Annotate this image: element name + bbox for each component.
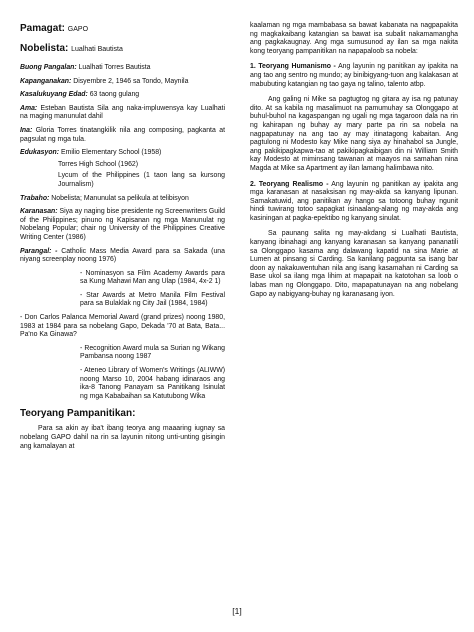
teorya-1-body: Ang layunin ng panitikan ay ipakita na ang tao ang sentro ng mundo; ay binibigyang-tuon ang kalakasan at mabubuting katangian ng tao gaya ng talino, talento atbp. [250, 63, 458, 88]
edukasyon-3: Lycum of the Philippines (1 taon lang sa kursong Journalism) [58, 172, 225, 188]
trabaho-label: Trabaho: [20, 194, 50, 202]
teorya-1 [250, 63, 458, 89]
parangal-1: Catholic Mass Media Award para sa Sakada (una niyang screenplay noong 1976) [20, 247, 225, 264]
kapanganakan-value: Disyembre 2, 1946 sa Tondo, Maynila [73, 77, 189, 85]
teorya-2 [250, 181, 458, 224]
ama-label: Ama: [20, 104, 38, 112]
trabaho-line [20, 195, 225, 204]
parangal-4: - Don Carlos Palanca Memorial Award (grand prizes) noong 1980, 1983 at 1984 para sa nobelang Gapo, Dekada '70 at Bata, Bata... Pa'no Ka Ginawa? [20, 314, 225, 339]
parangal-3: - Star Awards at Metro Manila Film Festival para sa Bulaklak ng City Jail (1984, 1984) [80, 291, 225, 308]
buong-pangalan-label: Buong Pangalan: [20, 64, 77, 71]
teorya-1-example-text: Ang galing ni Mike sa pagtugtog ng gitara ay isa ng patunay dito. At sa kabila ng masalimuot na pamumuhay sa Olonggapo at buhul-buhol na kagaspangan ng ugali ng mga tagaroon dala na rin ng kahirapan ng buhay ay mary parte pa rin sa nobela na nagpapatunay na ang tao ay may itinatagong kabaitan. Ang pagtulong ni Modesto kay Mike nang siya ay hinahabol sa Jungle, ang pakikipagkapwa-tao at pakikipagkaibigan din ni William Smith kay Modesto at miminsang tawanan at maayos na samahan nina Magda at Mike sa Apartment ay ilan lamang halimbawa nito. [250, 96, 458, 172]
trabaho-value: Nobelista; Manunulat sa pelikula at telibisyon [51, 194, 189, 202]
karanasan-label: Karanasan: [20, 208, 58, 216]
edad-label: Kasalukuyang Edad: [20, 91, 88, 99]
buong-pangalan-value: Lualhati Torres Bautista [78, 64, 151, 71]
teorya-2-heading: 2. Teoryang Realismo - [250, 180, 329, 188]
karanasan-line [20, 208, 225, 242]
parangal-2: - Nominasyon sa Film Academy Awards para sa Kung Mahawi Man ang Ulap (1984, 4x-2 1) [80, 269, 225, 286]
ina-label: Ina: [20, 126, 33, 134]
teoryang-heading: Teoryang Pampanitikan: [20, 408, 136, 420]
teorya-2-body: Ang layunin ng panitikan ay ipakita ang mga karanasan at nasaksisan ng may-akda sa kanyang lipunan. Samakatuwid, ang panitikan ay hango sa totoong buhay ngunit hindi tuwirang totoo sapagkat isinaalang-alang ng may-akda ang kasiningan at pagka-epektibo ng kanyang sinulat. [250, 180, 458, 222]
teoryang-intro [20, 425, 225, 451]
nobelista-value: Lualhati Bautista [71, 46, 123, 53]
pamagat-line [20, 22, 225, 36]
buong-pangalan-line [20, 64, 225, 73]
edukasyon-label: Edukasyon: [20, 149, 60, 157]
ina-value: Gloria Torres tinatangkilik nila ang composing, pagkanta at pagsulat ng mga tula. [20, 126, 225, 143]
pamagat-value: GAPO [67, 26, 89, 33]
page-number: [1] [232, 606, 242, 616]
right-paragraph-1: kaalaman ng mga mambabasa sa bawat kabanata na nagpapakita ng magkakaibang katangian sa bawat isa subalit nakamamangha ang pagkakaugnay. Ang mga sumusunod ay ilan sa mga nakita kong teoryang pampanitikan na napapaloob sa nobela: [250, 22, 458, 55]
nobelista-line [20, 42, 225, 56]
ama-line [20, 105, 225, 122]
parangal-5: - Recognition Award mula sa Surian ng Wikang Pambansa noong 1987 [80, 344, 225, 361]
karanasan-value: Siya ay naging bise presidente ng Screenwriters Guild of the Philippines; pinuno ng Kapisanan ng mga Manunulat ng Nobelang Popular; chair ng University of the Philippines Creative Writing Center (1986) [20, 208, 226, 241]
edukasyon-2: Torres High School (1962) [58, 160, 139, 168]
teorya-1-heading: 1. Teoryang Humanismo - [250, 63, 336, 71]
teorya-2-example-text: Sa paunang salita ng may-akdang si Lualhati Bautista, kanyang ibinahagi ang kanyang karanasan sa kanyang pananatili sa Olonggapo kasama ang dalawang kapatid na sina Marie at Lumen at pinsang si Carding. Sa kanilang pagpunta sa isang bar doon ay nakakuwentuhan nila ang isang kasamahan ni Carding sa Base ukol sa ilang mga lihim at mapapait na katotohan sa loob o labas man ng Olonggapo. Dito, mapapatunayan na ang nobelang Gapo ay nabigyang-buhay ng karanasang iyon. [250, 230, 458, 298]
teoryang-intro-text: Para sa akin ay iba't ibang teorya ang maaaring iugnay sa nobelang GAPO dahil na rin sa layunin nitong unti-unting gisingin ang kamalayan at [20, 425, 225, 450]
left-column [20, 22, 225, 456]
ina-line [20, 127, 225, 144]
edukasyon-1: Emilio Elementary School (1958) [60, 149, 162, 157]
right-column [250, 22, 458, 304]
parangal-line [20, 248, 225, 265]
pamagat-label: Pamagat: [20, 23, 66, 34]
edukasyon-line [20, 149, 225, 158]
edad-value: 63 taong gulang [89, 91, 140, 99]
kapanganakan-line [20, 78, 225, 87]
ama-value: Esteban Bautista Sila ang naka-impluwensya kay Lualhati na maging manunulat dahil [20, 104, 225, 121]
edad-line [20, 91, 225, 100]
parangal-6: - Ateneo Library of Women's Writings (ALIWW) noong Marso 10, 2004 habang idinaraos ang ika-8 Tanong Panayam sa Panitikang Isinulat ng mga Kababaihan sa Katutubong Wika [80, 367, 225, 400]
parangal-label: Parangal: - [20, 247, 58, 255]
kapanganakan-label: Kapanganakan: [20, 77, 72, 85]
teorya-2-example [250, 230, 458, 299]
teorya-1-example [250, 96, 458, 173]
nobelista-label: Nobelista: [20, 43, 69, 54]
